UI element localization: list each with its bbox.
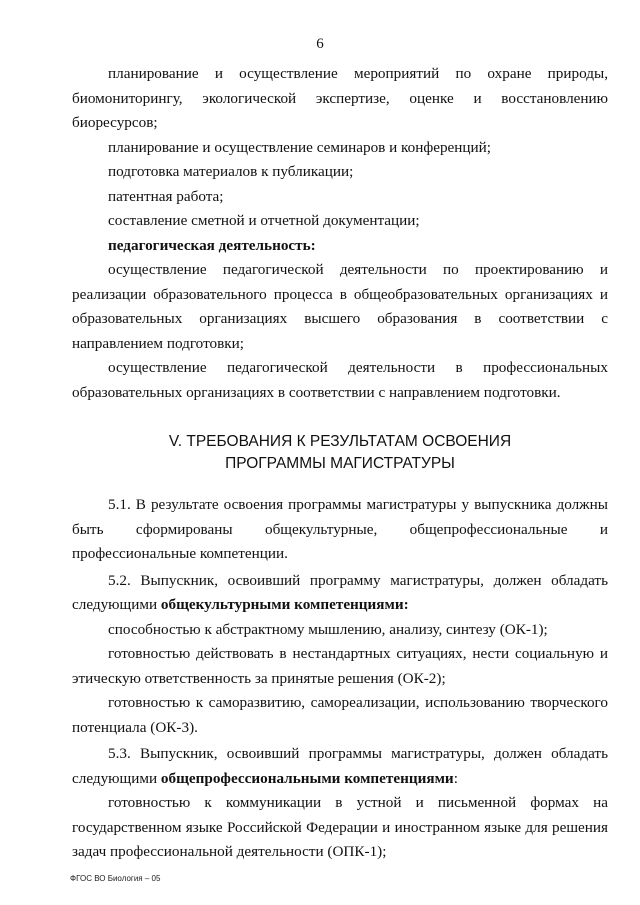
paragraph: подготовка материалов к публикации; — [108, 163, 354, 180]
section-title-line: V. ТРЕБОВАНИЯ К РЕЗУЛЬТАТАМ ОСВОЕНИЯ — [168, 433, 512, 450]
page-footer: ФГОС ВО Биология – 05 — [70, 874, 161, 883]
general-cultural-competencies-label: общекультурными компетенциями: — [160, 596, 409, 613]
paragraph: планирование и осуществление мероприятий по охране природы, биомониторингу, экологической экспертизе, оценке и восстановлению биоресурсов; — [72, 65, 608, 131]
paragraph-5-2 — [72, 569, 608, 618]
competency-item: способностью к абстрактному мышлению, анализу, синтезу (ОК-1); — [108, 620, 548, 638]
paragraph: патентная работа; — [108, 187, 224, 205]
paragraph-5-3-lead: 5.3. Выпускник, освоивший программы магистратуры, должен обладать следующими — [72, 745, 608, 787]
general-professional-competencies-label: общепрофессиональными компетенциями — [160, 769, 454, 787]
paragraph: осуществление педагогической деятельности в профессиональных образовательных организациях в соответствии с направлением подготовки. — [72, 359, 608, 401]
paragraph: планирование и осуществление семинаров и конференций; — [108, 138, 492, 156]
section-title-line: ПРОГРАММЫ МАГИСТРАТУРЫ — [225, 455, 455, 472]
section-title — [72, 431, 608, 475]
paragraph-5-3-tail: : — [453, 769, 458, 787]
paragraph-5-3 — [72, 742, 608, 791]
competency-item: готовностью действовать в нестандартных ситуациях, нести социальную и этическую ответственность за принятые решения (ОК-2); — [72, 645, 608, 687]
page-body — [72, 62, 608, 865]
paragraph-5-1: 5.1. В результате освоения программы магистратуры у выпускника должны быть сформированы общекультурные, общепрофессиональные и профессиональные компетенции. — [72, 496, 608, 562]
paragraph: составление сметной и отчетной документации; — [108, 212, 420, 229]
pedagogical-activity-heading: педагогическая деятельность: — [108, 236, 316, 254]
competency-item: готовностью к саморазвитию, самореализации, использованию творческого потенциала (ОК-3). — [72, 694, 608, 736]
page-number: 6 — [316, 36, 324, 52]
paragraph-5-2-lead: 5.2. Выпускник, освоивший программу магистратуры, должен обладать следующими — [72, 571, 608, 613]
competency-item: готовностью к коммуникации в устной и письменной формах на государственном языке Российской Федерации и иностранном языке для решения задач профессиональной деятельности (ОПК-1); — [72, 794, 608, 860]
paragraph: осуществление педагогической деятельности по проектированию и реализации образовательного процесса в общеобразовательных организациях и образовательных организациях высшего образования в соответствии с направлением подготовки; — [72, 261, 608, 352]
